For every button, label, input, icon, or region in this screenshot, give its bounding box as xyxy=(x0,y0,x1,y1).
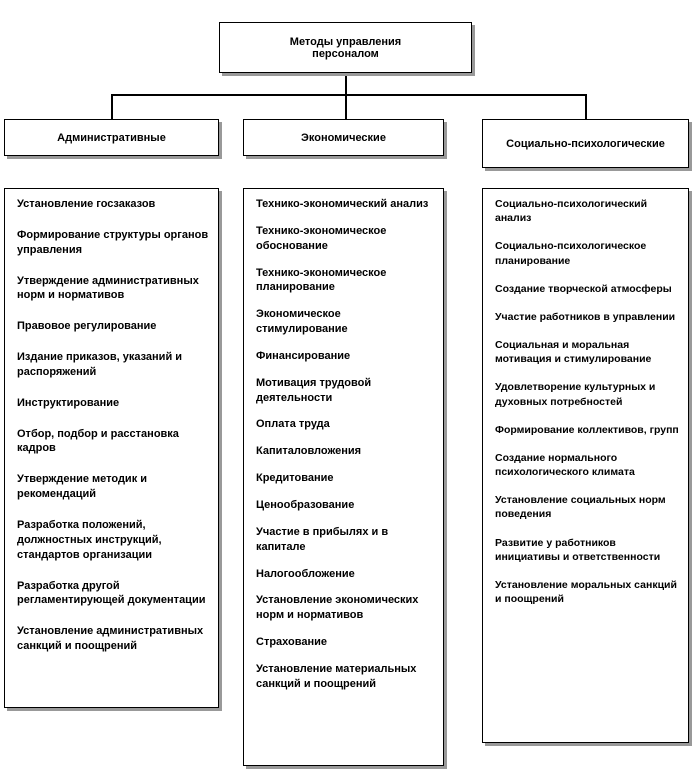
header-economic-label: Экономические xyxy=(301,131,386,144)
social-psychological-list xyxy=(482,188,689,743)
list-item: Развитие у работников инициативы и ответственности xyxy=(495,536,661,563)
list-item: Установление материальных санкций и поощрений xyxy=(256,662,417,690)
list-item: Участие работников в управлении xyxy=(495,310,676,323)
list-item: Ценообразование xyxy=(256,498,355,511)
header-administrative-label: Административные xyxy=(57,131,166,144)
list-item: Инструктирование xyxy=(17,396,120,409)
list-item: Технико-экономическое обоснование xyxy=(256,224,387,252)
list-item: Финансирование xyxy=(256,349,351,362)
list-item: Страхование xyxy=(256,636,327,649)
list-item: Технико-экономическое планирование xyxy=(256,266,387,294)
connector-admin xyxy=(111,94,113,120)
list-item: Правовое регулирование xyxy=(17,320,157,333)
title-line2: персоналом xyxy=(312,47,379,60)
list-item: Формирование структуры органов управления xyxy=(17,228,209,256)
list-item: Утверждение методик и рекомендаций xyxy=(17,473,148,501)
list-item: Разработка другой регламентирующей документации xyxy=(17,579,206,607)
list-item: Установление экономических норм и нормативов xyxy=(256,594,419,622)
list-item: Мотивация трудовой деятельности xyxy=(256,376,372,404)
list-item: Установление моральных санкций и поощрений xyxy=(495,578,677,606)
list-item: Экономическое стимулирование xyxy=(256,308,348,336)
connector-horizontal xyxy=(111,94,586,96)
list-item: Утверждение административных норм и нормативов xyxy=(17,274,199,302)
connector-title-down xyxy=(345,72,347,95)
connector-social xyxy=(585,94,587,120)
list-item: Кредитование xyxy=(256,472,334,485)
list-item: Участие в прибылях и в капитале xyxy=(256,525,389,553)
header-administrative xyxy=(4,119,219,156)
list-item: Технико-экономический анализ xyxy=(256,198,429,210)
economic-list xyxy=(243,188,444,766)
list-item: Разработка положений, должностных инструкций, стандартов организации xyxy=(17,518,162,561)
title-box xyxy=(219,22,472,73)
list-item: Социально-психологическое планирование xyxy=(495,240,647,267)
list-item: Установление административных санкций и поощрений xyxy=(17,625,204,653)
list-item: Социально-психологический анализ xyxy=(495,198,648,225)
administrative-list xyxy=(4,188,219,708)
list-item: Создание нормального психологического климата xyxy=(495,451,635,479)
list-item: Формирование коллективов, групп xyxy=(495,423,679,436)
list-item: Удовлетворение культурных и духовных потребностей xyxy=(495,381,656,408)
list-item: Установление госзаказов xyxy=(17,198,156,210)
list-item: Налогообложение xyxy=(256,567,355,580)
list-item: Оплата труда xyxy=(256,418,330,431)
list-item: Установление социальных норм поведения xyxy=(495,494,666,521)
list-item: Отбор, подбор и расстановка кадров xyxy=(17,427,179,455)
list-item: Социальная и моральная мотивация и стимулирование xyxy=(495,339,652,366)
connector-econ xyxy=(345,94,347,120)
list-item: Создание творческой атмосферы xyxy=(495,282,672,295)
list-item: Капиталовложения xyxy=(256,445,362,458)
header-social xyxy=(482,119,689,168)
title-line1: Методы управления xyxy=(289,35,402,48)
list-item: Издание приказов, указаний и распоряжений xyxy=(17,351,183,378)
header-economic xyxy=(243,119,444,156)
header-social-label: Социально-психологические xyxy=(506,137,665,150)
